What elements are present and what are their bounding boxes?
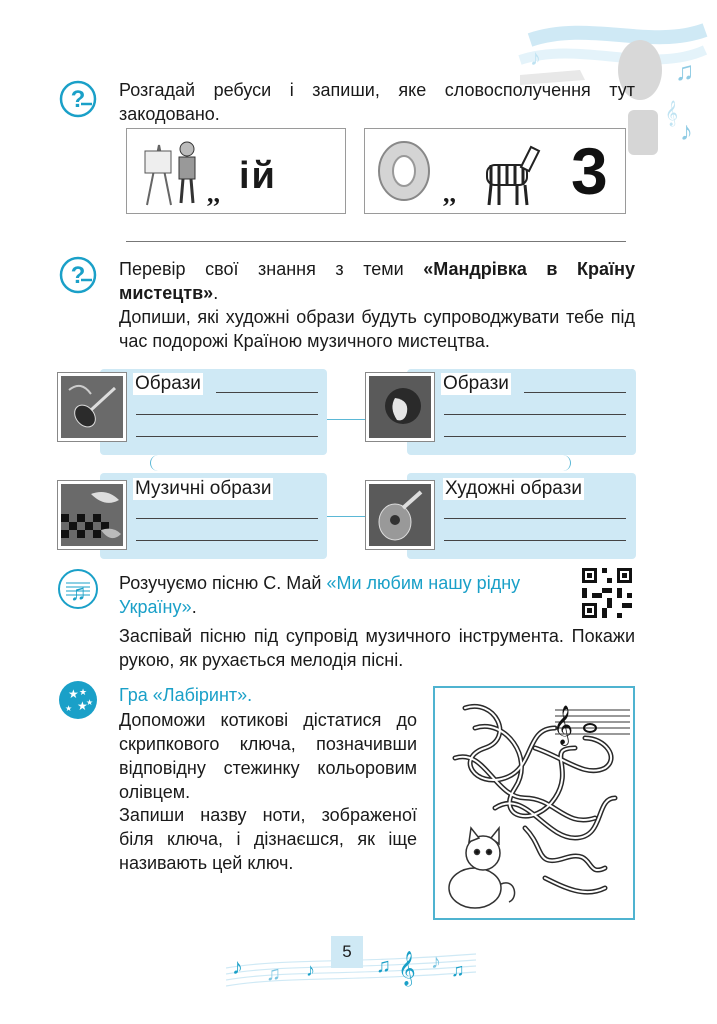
card-label-1: Образи	[135, 373, 201, 394]
connector-arc	[150, 455, 161, 471]
task2-intro	[119, 257, 635, 305]
zero-shape-icon	[375, 139, 433, 203]
svg-text:𝄞: 𝄞	[398, 952, 416, 985]
question-icon	[59, 80, 97, 118]
rebus2-digit: 3	[571, 134, 608, 208]
task3-line	[119, 571, 572, 619]
task2-intro-plain: Перевір свої знання з теми	[119, 259, 424, 279]
portrait-icon	[369, 376, 431, 438]
answer-line[interactable]	[136, 414, 318, 415]
svg-text:𝄞: 𝄞	[665, 100, 679, 125]
task4-text2: Запиши назву ноти, зображеної біля ключа, і дізнаєшся, як іще називають цей ключ.	[119, 805, 417, 873]
rebus2-commas: ,,	[443, 179, 456, 208]
svg-text:★: ★	[68, 687, 79, 701]
svg-text:♫: ♫	[451, 960, 465, 980]
svg-text:♫: ♫	[70, 580, 87, 605]
svg-text:?: ?	[70, 86, 86, 113]
lute-thumb	[366, 481, 434, 549]
task2-intro-end: .	[213, 283, 219, 303]
cat-icon	[449, 828, 515, 908]
answer-line[interactable]	[444, 414, 626, 415]
connector-line	[326, 419, 366, 420]
treble-clef-icon: 𝄞	[553, 706, 574, 744]
task4-text1: Допоможи котикові дістатися до скрипкового ключа, позначивши відповідну стежинку кольоровим олівцем.	[119, 710, 417, 802]
answer-line[interactable]	[444, 518, 626, 519]
mask-thumb	[58, 481, 126, 549]
answer-line[interactable]	[524, 392, 626, 393]
lute-icon	[369, 484, 431, 546]
answer-line[interactable]	[216, 392, 318, 393]
answer-line[interactable]	[136, 540, 318, 541]
question-icon	[59, 256, 97, 294]
task1-text: Розгадай ребуси і запиши, яке словосполучення тут закодовано.	[119, 80, 635, 124]
svg-text:♫: ♫	[266, 963, 281, 985]
mask-icon	[61, 484, 123, 546]
violin-icon	[61, 376, 123, 438]
svg-text:★: ★	[77, 699, 88, 713]
maze-frame[interactable]	[433, 686, 635, 920]
answer-line[interactable]	[136, 518, 318, 519]
connector-arc	[560, 455, 571, 471]
qr-code-icon[interactable]	[582, 568, 632, 618]
svg-text:★: ★	[79, 687, 88, 697]
divider	[126, 241, 626, 242]
page-number-box	[331, 936, 363, 968]
music-note-icon	[57, 568, 99, 610]
zebra-icon	[477, 139, 547, 207]
svg-text:♫: ♫	[376, 955, 391, 977]
svg-text:♪: ♪	[680, 116, 693, 146]
game-title: Гра «Лабіринт».	[119, 685, 253, 705]
rebus1-commas: ,,	[207, 179, 220, 208]
svg-text:?: ?	[70, 262, 86, 289]
svg-text:♫: ♫	[675, 56, 695, 86]
card-label-3: Музичні образи	[135, 478, 272, 499]
svg-text:♪: ♪	[431, 951, 441, 973]
painter-icon	[137, 135, 207, 207]
svg-text:★: ★	[65, 704, 73, 713]
maze-illustration	[435, 688, 633, 918]
task3-plain: Розучуємо пісню С. Май	[119, 573, 327, 593]
answer-line[interactable]	[136, 436, 318, 437]
task2-text: Допиши, які художні образи будуть супроводжувати тебе під час подорожі Країною музичного мистецтва.	[119, 307, 635, 351]
task2-topic: «Мандрівка в Країну мистецтв»	[119, 259, 635, 303]
answer-line[interactable]	[444, 540, 626, 541]
rebus-box-2	[364, 128, 626, 214]
violin-thumb	[58, 373, 126, 441]
song-title-link[interactable]: «Ми любим нашу рідну Україну»	[119, 573, 521, 617]
rebus-box-1	[126, 128, 346, 214]
portrait-thumb	[366, 373, 434, 441]
rebus1-letters: ій	[239, 155, 277, 197]
task3-text: Заспівай пісню під супровід музичного інструмента. Покажи рукою, як рухається мелодія пісні.	[119, 626, 635, 670]
svg-text:♪: ♪	[530, 45, 541, 70]
task3-end: .	[191, 597, 197, 617]
answer-line[interactable]	[444, 436, 626, 437]
page-number: 5	[342, 942, 352, 961]
connector-line	[326, 516, 370, 517]
svg-text:★: ★	[86, 698, 94, 707]
card-label-4: Художні образи	[445, 478, 582, 499]
card-label-2: Образи	[443, 373, 509, 394]
svg-text:♪: ♪	[232, 954, 243, 979]
svg-text:♪: ♪	[306, 960, 315, 980]
star-game-icon	[57, 679, 99, 721]
